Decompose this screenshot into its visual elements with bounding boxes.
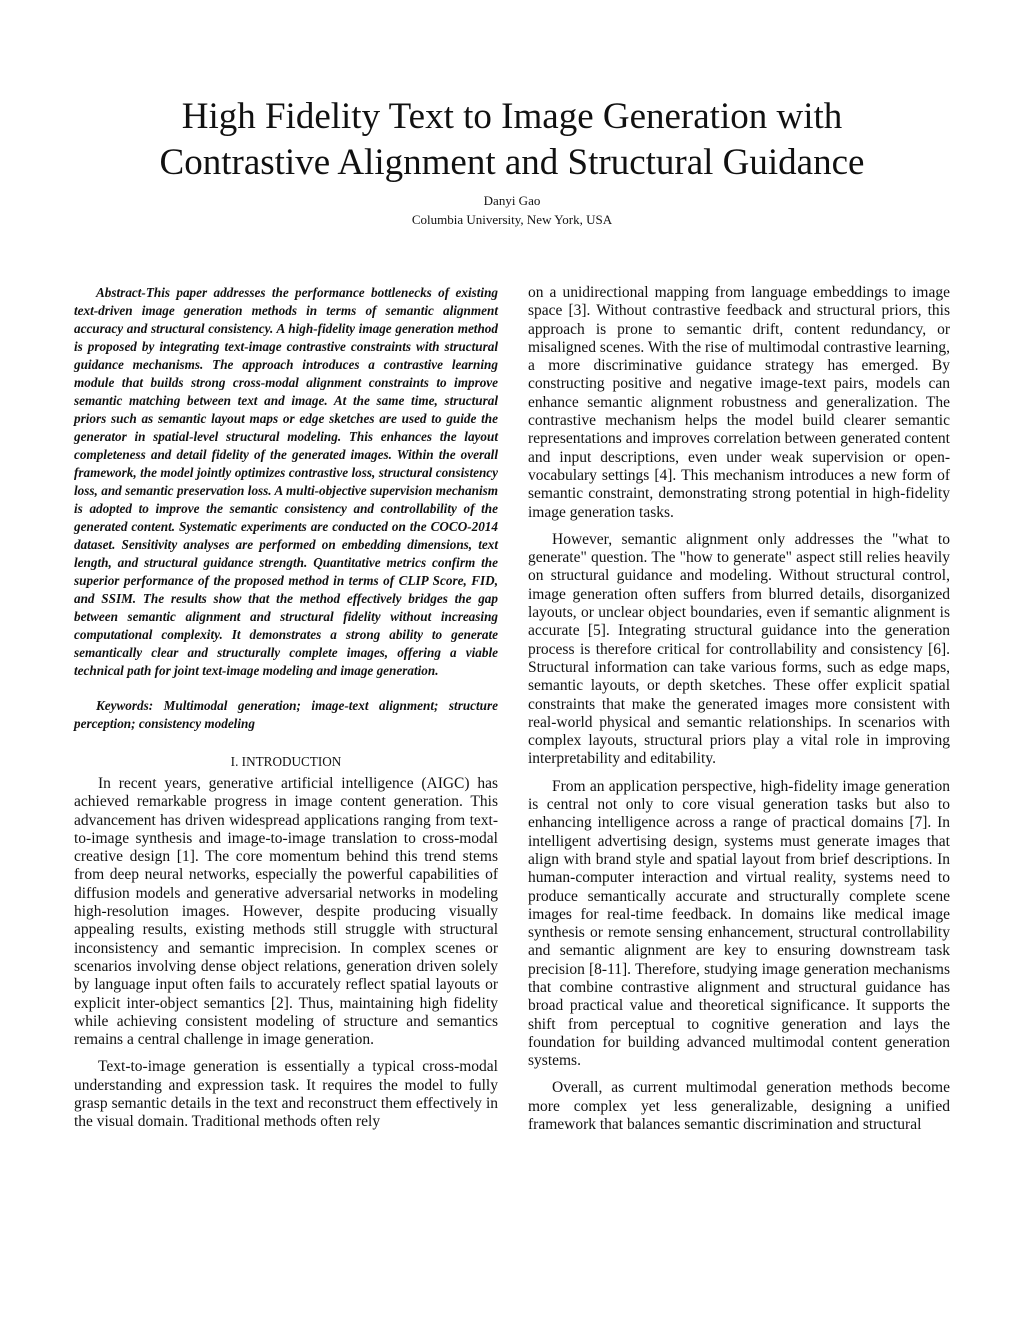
right-column <box>528 284 950 1134</box>
intro-paragraph-3-continued: on a unidirectional mapping from language embeddings to image space [3]. Without contrastive feedback and structural priors, this approach is prone to semantic drift, content redundancy, or misaligned scenes. With the rise of multimodal contrastive learning, a more discriminative guidance strategy has emerged. By constructing positive and negative image-text pairs, models can enhance semantic alignment robustness and generalization. The contrastive mechanism helps the model build clearer semantic representations and improves correlation between generated content and input descriptions, even under weak supervision or open-vocabulary settings [4]. This mechanism introduces a new form of semantic constraint, demonstrating strong potential in high-fidelity image generation tasks. <box>528 284 950 521</box>
author-name: Danyi Gao <box>483 193 541 208</box>
author-affiliation: Columbia University, New York, USA <box>411 212 613 227</box>
paper-title-line-2: Contrastive Alignment and Structural Guidance <box>159 142 865 183</box>
section-heading-title: NTRODUCTION <box>246 754 342 769</box>
paper-title-line-1: High Fidelity Text to Image Generation with <box>181 96 843 137</box>
section-heading-number: I. I <box>230 754 247 769</box>
abstract: Abstract-This paper addresses the performance bottlenecks of existing text-driven image generation methods in terms of semantic alignment accuracy and structural consistency. A high-fidelity image generation method is proposed by integrating text-image contrastive constraints with structural guidance mechanisms. The approach introduces a contrastive learning module that builds strong cross-modal alignment constraints to improve semantic matching between text and image. At the same time, structural priors such as semantic layout maps or edge sketches are used to guide the generator in spatial-level structural modeling. This enhances the layout completeness and detail fidelity of the generated images. Within the overall framework, the model jointly optimizes contrastive loss, structural consistency loss, and semantic preservation loss. A multi-objective supervision mechanism is adopted to improve the semantic consistency and controllability of the generated content. Systematic experiments are conducted on the COCO-2014 dataset. Sensitivity analyses are performed on embedding dimensions, text length, and structural guidance strength. Quantitative metrics confirm the superior performance of the proposed method in terms of CLIP Score, FID, and SSIM. The results show that the method effectively bridges the gap between semantic alignment and structural fidelity without increasing computational complexity. It demonstrates a strong ability to generate semantically clear and structurally complete images, offering a viable technical path for joint text-image modeling and image generation. <box>74 285 498 678</box>
intro-paragraph-6: Overall, as current multimodal generation methods become more complex yet less generalizable, designing a unified framework that balances semantic discrimination and structural <box>528 1079 950 1134</box>
section-heading-introduction <box>74 753 498 771</box>
paper-title <box>0 94 1024 186</box>
intro-paragraph-5: From an application perspective, high-fidelity image generation is central not only to core visual generation tasks but also to enhancing intelligence across a range of practical domains [7]. In intelligent advertising design, systems must generate images that align with brand style and spatial layout from brief descriptions. In human-computer interaction and virtual reality, systems need to produce semantically accurate and structurally complete scene images for real-time feedback. In domains like medical image synthesis or remote sensing enhancement, structural controllability and semantic alignment are key to ensuring downstream task precision [8-11]. Therefore, studying image generation mechanisms that combine contrastive alignment and structural guidance has broad practical value and theoretical significance. It supports the shift from perceptual to cognitive generation and lays the foundation for building advanced multimodal content generation systems. <box>528 777 950 1070</box>
intro-paragraph-2: Text-to-image generation is essentially a typical cross-modal understanding and expression task. It requires the model to fully grasp semantic details in the text and reconstruct them effectively in the visual domain. Traditional methods often rely <box>74 1058 498 1131</box>
intro-paragraph-4: However, semantic alignment only addresses the "what to generate" question. The "how to generate" aspect still relies heavily on structural guidance and modeling. Without structural control, image generation often suffers from blurred details, disorganized layouts, or unclear object boundaries, even if semantic alignment is accurate [5]. Integrating structural guidance into the generation process is therefore critical for controllability and consistency [6]. Structural information can take various forms, such as edge maps, semantic layouts, or depth sketches. These offer explicit spatial constraints that make the generated images more consistent with real-world physical and semantic relationships. In scenarios with complex layouts, structural priors play a vital role in improving interpretability and editability. <box>528 530 950 768</box>
intro-paragraph-1: In recent years, generative artificial intelligence (AIGC) has achieved remarkable progress in image content generation. This advancement has driven widespread applications ranging from text-to-image synthesis and image-to-image translation to cross-modal creative design [1]. The core momentum behind this trend stems from deep neural networks, especially the powerful capabilities of diffusion models and generative adversarial networks in modeling high-resolution images. However, despite producing visually appealing results, existing methods still struggle with structural inconsistency and semantic imprecision. In complex scenes or scenarios involving dense object relations, generation driven solely by language input often fails to accurately reflect spatial layouts or explicit inter-object semantics [2]. Thus, maintaining high fidelity while achieving consistent modeling of structure and semantics remains a central challenge in image generation. <box>74 775 498 1049</box>
left-column <box>74 284 498 1132</box>
keywords: Keywords: Multimodal generation; image-text alignment; structure perception; consistency modeling <box>74 698 498 731</box>
